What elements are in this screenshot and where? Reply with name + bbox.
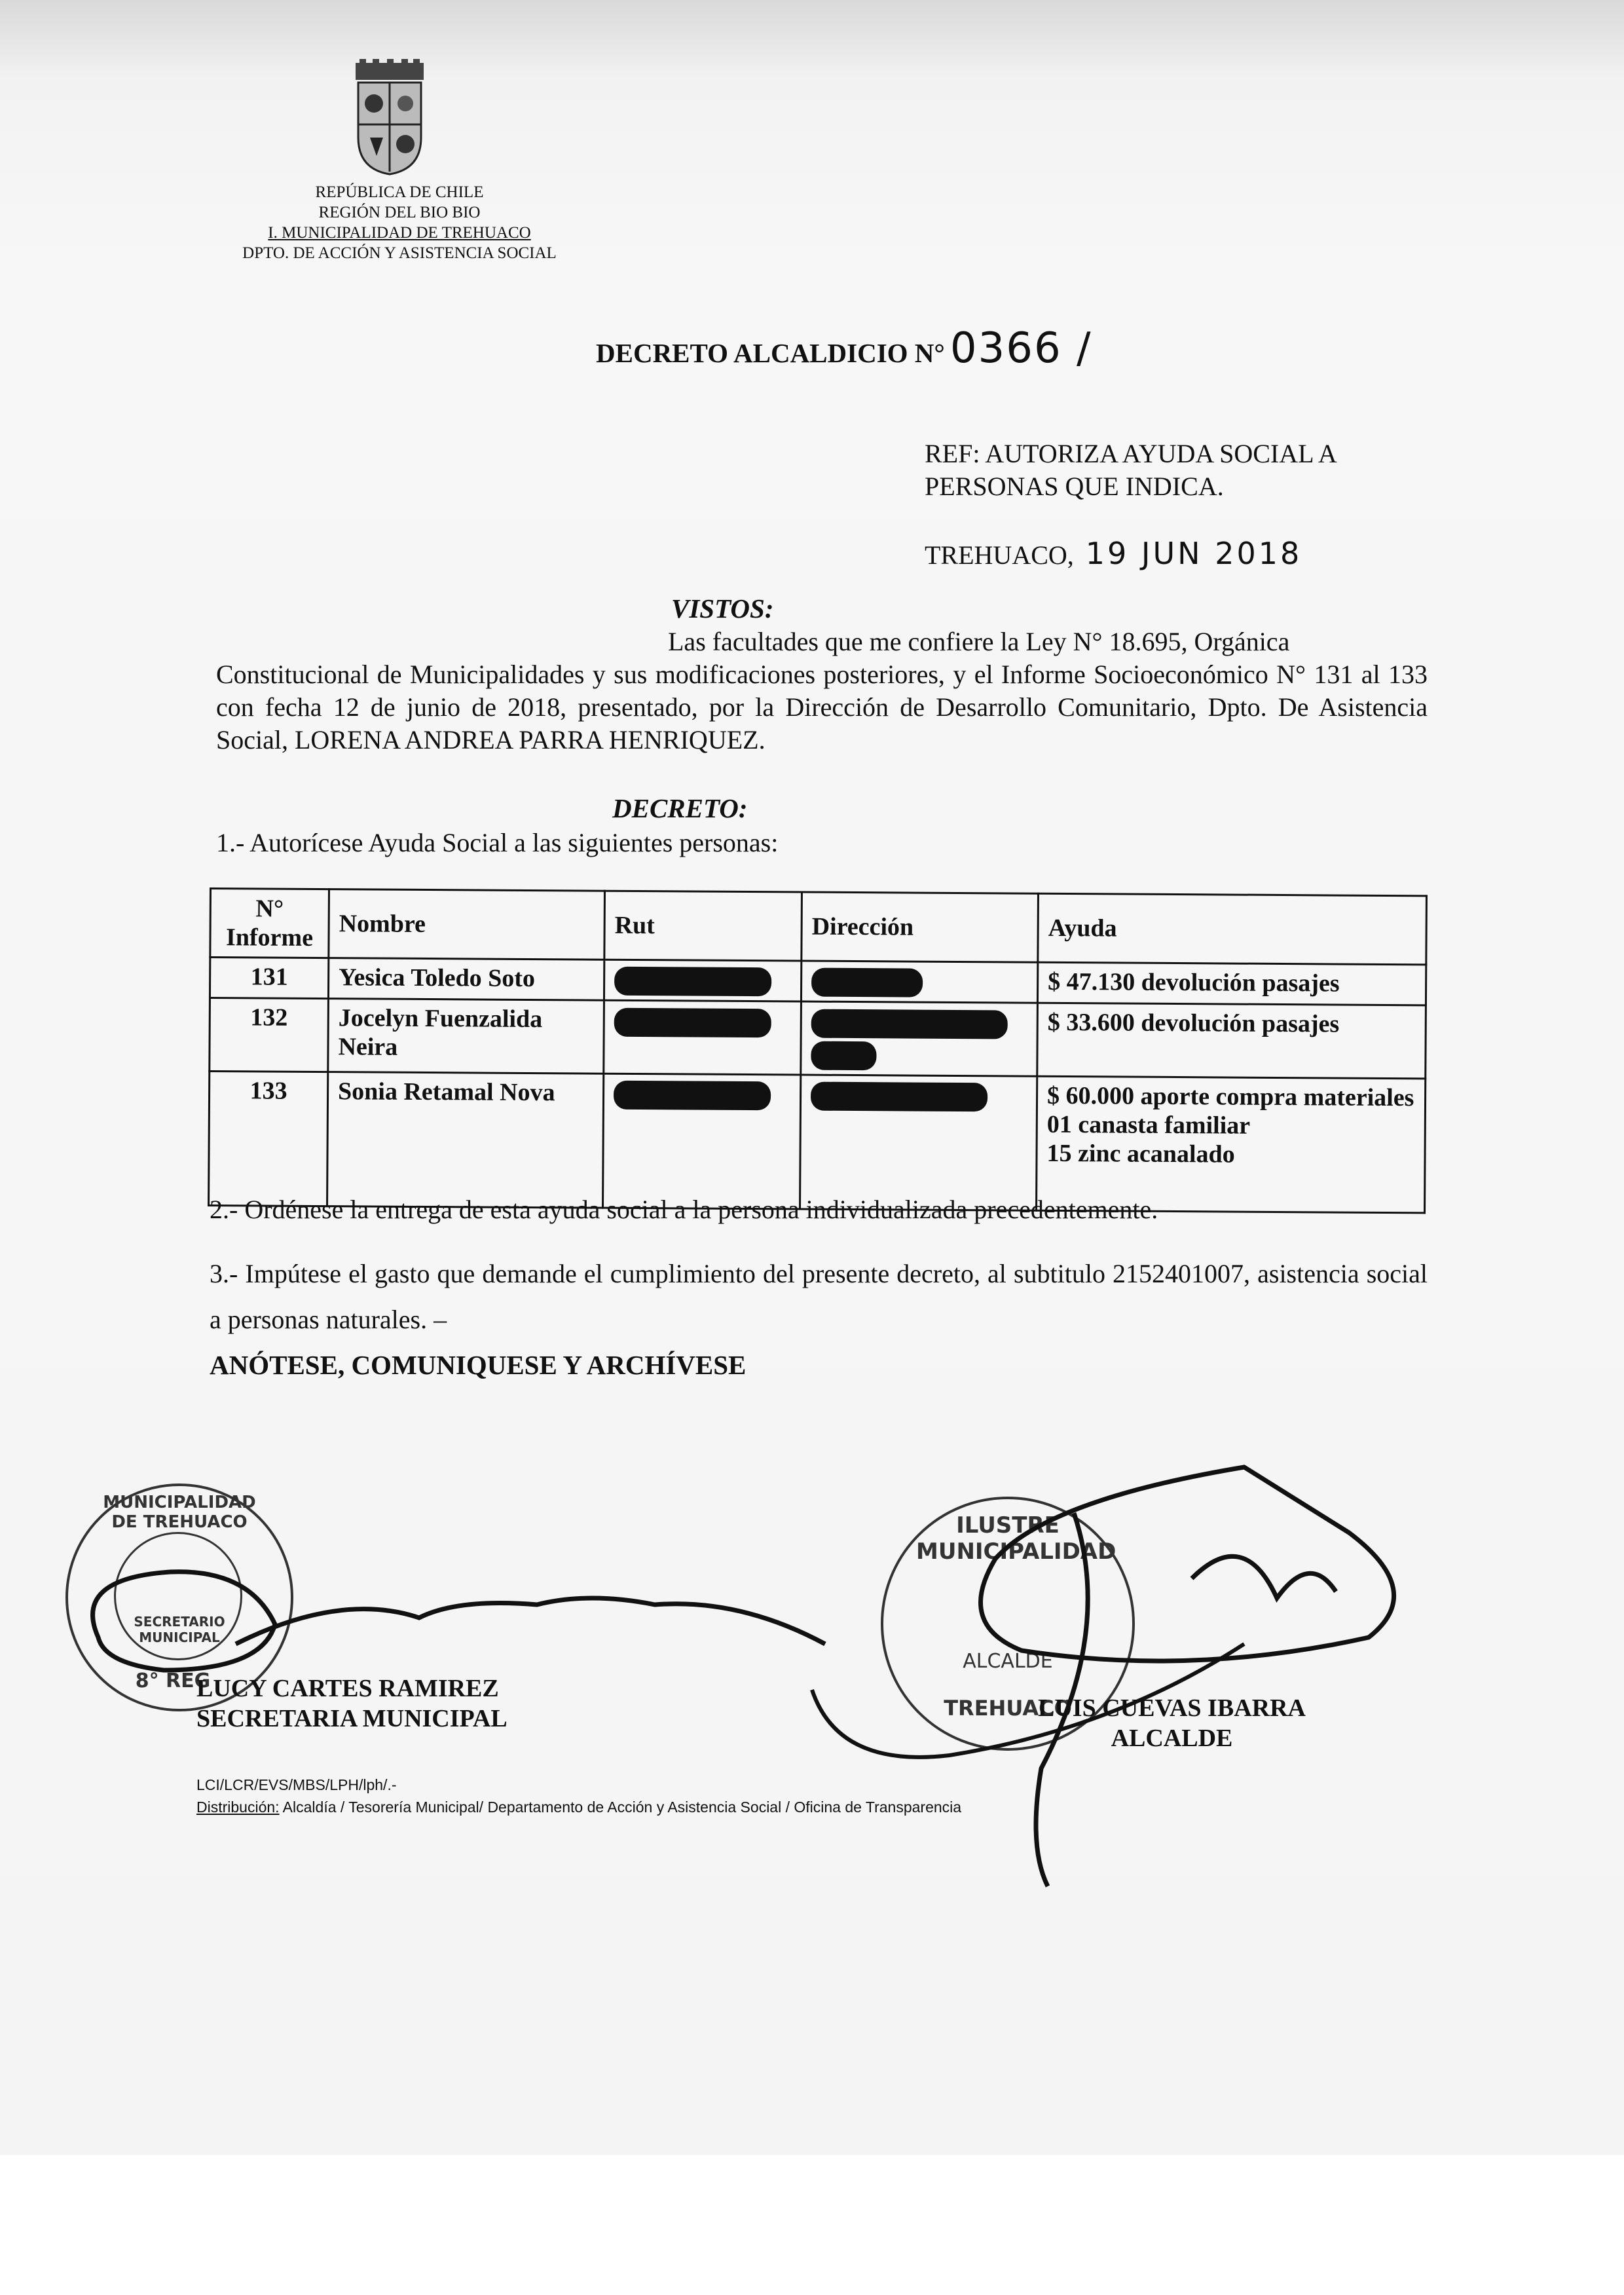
decree-title-label: DECRETO ALCALDICIO N° — [596, 338, 945, 368]
cell-direccion-redacted — [801, 1001, 1038, 1076]
vistos-first-line: Las facultades que me confiere la Ley N° 18.695, Orgánica — [668, 627, 1290, 656]
vistos-body: Constitucional de Municipalidades y sus modificaciones posteriores, y el Informe Socioeconómico N° 131 al 133 con fecha 12 de junio de 2018, presentado, por la Dirección de Desarrollo Comunitario, Dpto. De Asistencia Social, LORENA ANDREA PARRA HENRIQUEZ. — [216, 660, 1428, 755]
col-informe: N° Informe — [210, 889, 329, 958]
distribution-recipients: Alcaldía / Tesorería Municipal/ Departamento de Acción y Asistencia Social / Oficina de Transparencia — [282, 1799, 962, 1816]
cell-rut-redacted — [604, 960, 801, 1001]
handwritten-signatures — [0, 1428, 1624, 1899]
ayuda-line-3: 15 zinc acanalado — [1046, 1139, 1235, 1168]
typist-initials: LCI/LCR/EVS/MBS/LPH/lph/.- — [196, 1776, 397, 1793]
cell-informe: 131 — [210, 958, 328, 999]
distribution-label: Distribución: — [196, 1799, 280, 1816]
col-ayuda: Ayuda — [1038, 893, 1427, 965]
redaction-mark — [811, 1082, 987, 1112]
cell-nombre: Sonia Retamal Nova — [327, 1072, 604, 1208]
reference-line-1: REF: AUTORIZA AYUDA SOCIAL A — [925, 439, 1337, 468]
cell-nombre: Yesica Toledo Soto — [328, 958, 604, 1001]
cell-nombre: Jocelyn Fuenzalida Neira — [328, 999, 604, 1073]
stamp-inner-text: ALCALDE — [963, 1650, 1053, 1673]
cell-direccion-redacted — [800, 1075, 1037, 1210]
mayor-role: ALCALDE — [1111, 1725, 1233, 1752]
header-region: REGIÓN DEL BIO BIO — [318, 204, 481, 221]
place-city: TREHUACO, — [925, 540, 1074, 570]
redaction-mark — [811, 968, 923, 998]
decree-item-3: 3.- Impútese el gasto que demande el cumplimiento del presente decreto, al subtitulo 2152401007, asistencia social a personas naturales. – — [210, 1259, 1428, 1334]
header-department: DPTO. DE ACCIÓN Y ASISTENCIA SOCIAL — [242, 244, 557, 262]
redaction-mark — [614, 1081, 771, 1110]
decreto-heading: DECRETO: — [612, 793, 748, 823]
table-row — [210, 958, 1426, 1006]
stamp-bottom-text: TREHUACO — [944, 1696, 1072, 1721]
closing-formula: ANÓTESE, COMUNIQUESE Y ARCHÍVESE — [210, 1350, 747, 1380]
stamp-bottom-text: 8° REG — [135, 1670, 211, 1692]
stamp-inner-text: SECRETARIO MUNICIPAL — [134, 1614, 225, 1645]
table-row — [209, 1071, 1426, 1212]
redaction-mark — [614, 1007, 771, 1037]
cell-ayuda: $ 33.600 devolución pasajes — [1037, 1003, 1426, 1079]
vistos-paragraph — [216, 625, 1428, 756]
decree-item-2: 2.- Ordénese la entrega de esta ayuda social a la persona individualizada precedentemente. — [210, 1195, 1158, 1224]
date-stamp: 19 JUN 2018 — [1085, 536, 1302, 571]
ayuda-line-2: 01 canasta familiar — [1046, 1110, 1251, 1140]
redaction-mark — [811, 1009, 1008, 1039]
mayor-name: LUIS CUEVAS IBARRA — [1038, 1694, 1306, 1722]
decree-title — [596, 324, 1092, 373]
secretary-role: SECRETARIA MUNICIPAL — [196, 1705, 507, 1732]
decree-number: 0366 / — [950, 324, 1092, 373]
right-signature-block — [1038, 1693, 1306, 1753]
place-date — [925, 536, 1302, 571]
reference-line-2: PERSONAS QUE INDICA. — [925, 472, 1224, 501]
table-row — [210, 998, 1426, 1079]
cell-ayuda — [1037, 1076, 1426, 1213]
distribution-list — [196, 1799, 961, 1816]
secretary-name: LUCY CARTES RAMIREZ — [196, 1675, 499, 1702]
col-direccion: Dirección — [802, 892, 1039, 962]
col-nombre: Nombre — [329, 889, 605, 960]
cell-rut-redacted — [604, 1000, 802, 1074]
reference-block — [925, 438, 1337, 503]
header-country: REPÚBLICA DE CHILE — [315, 183, 484, 201]
stamp-ring-text: MUNICIPALIDAD DE TREHUACO — [103, 1493, 256, 1532]
ayuda-line-1: $ 60.000 aporte compra materiales — [1046, 1081, 1414, 1112]
vistos-heading: VISTOS: — [671, 593, 774, 624]
cell-rut-redacted — [603, 1073, 801, 1209]
redaction-mark — [811, 1041, 876, 1070]
institution-header — [229, 182, 570, 263]
cell-informe: 133 — [209, 1071, 328, 1206]
table-header-row — [210, 889, 1427, 965]
header-municipality: I. MUNICIPALIDAD DE TREHUACO — [268, 224, 531, 242]
cell-ayuda: $ 47.130 devolución pasajes — [1037, 962, 1426, 1005]
beneficiaries-table — [208, 887, 1428, 1214]
decree-item-1: 1.- Autorícese Ayuda Social a las siguientes personas: — [216, 828, 779, 857]
stamp-ring-text: ILUSTRE MUNICIPALIDAD — [916, 1512, 1116, 1565]
left-signature-block — [196, 1673, 507, 1734]
page-bottom-margin — [0, 2155, 1624, 2295]
cell-informe: 132 — [210, 998, 329, 1072]
cell-direccion-redacted — [801, 961, 1037, 1003]
redaction-mark — [614, 967, 771, 996]
coat-of-arms-emblem — [350, 59, 429, 177]
col-rut: Rut — [604, 891, 802, 961]
